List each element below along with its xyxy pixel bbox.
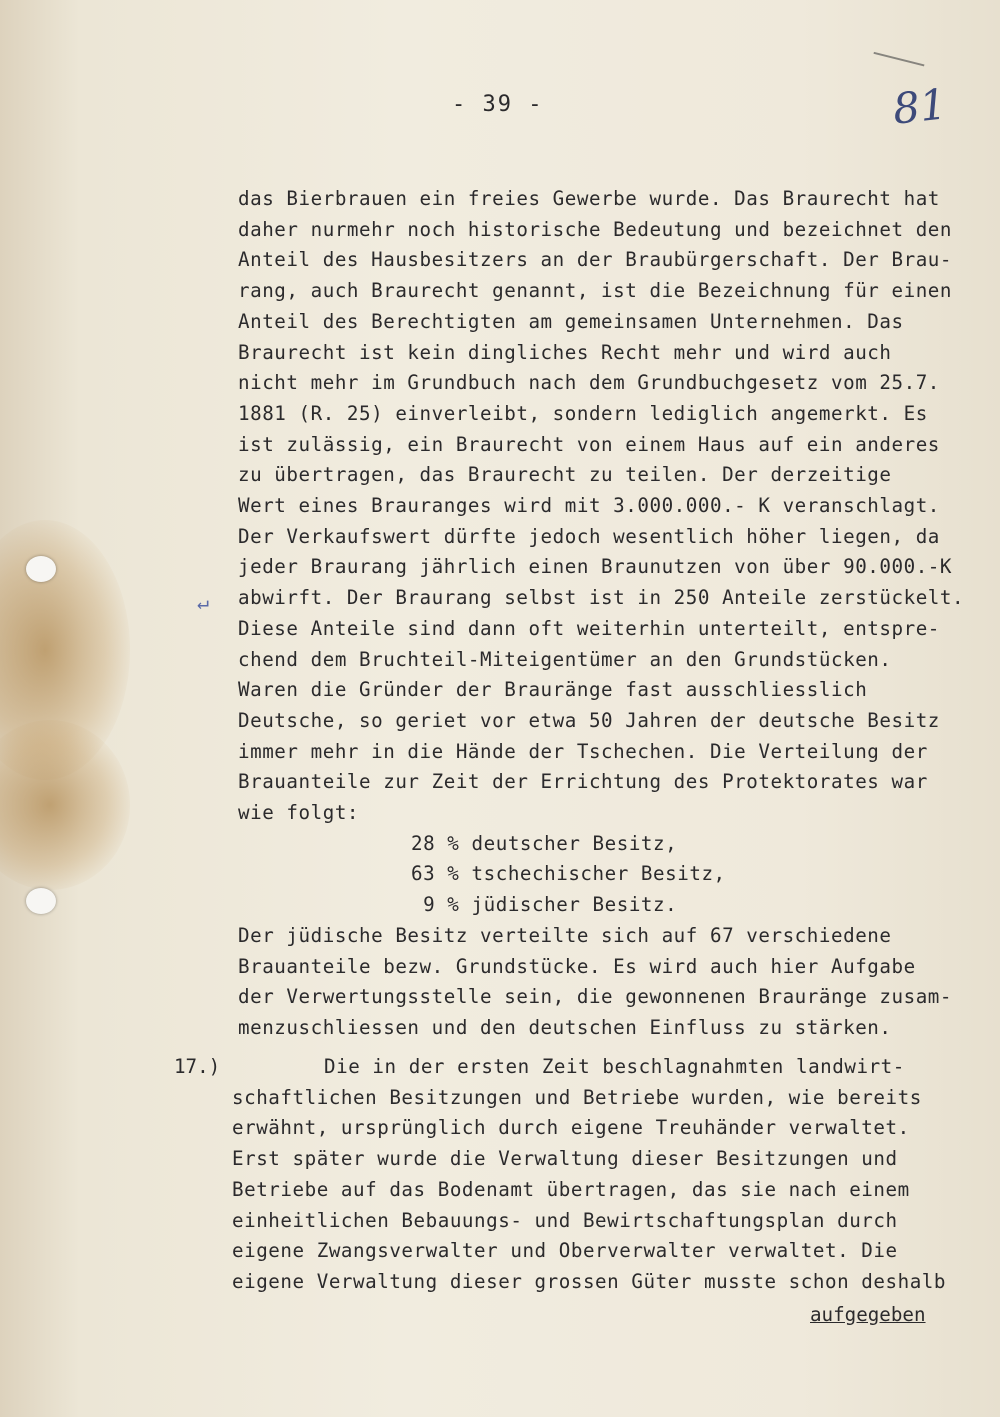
text-line: Betriebe auf das Bodenamt übertragen, das sie nach einem <box>232 1177 910 1201</box>
text-line: Diese Anteile sind dann oft weiterhin unterteilt, entspre- <box>238 616 940 640</box>
text-line: Anteil des Hausbesitzers an der Braubürgerschaft. Der Brau- <box>238 248 953 272</box>
text-line: Der Verkaufswert dürfte jedoch wesentlich höher liegen, da <box>238 524 940 548</box>
text-line: abwirft. Der Braurang selbst ist in 250 Anteile zerstückelt. <box>238 586 965 610</box>
text-line: eigene Verwaltung dieser grossen Güter musste schon deshalb <box>232 1269 947 1293</box>
punch-hole <box>26 888 56 914</box>
distribution-line-jewish: 9 % jüdischer Besitz. <box>411 893 678 917</box>
text-line: Deutsche, so geriet vor etwa 50 Jahren der deutsche Besitz <box>238 708 940 732</box>
distribution-line-german: 28 % deutscher Besitz, <box>411 831 678 855</box>
catchword: aufgegeben <box>810 1303 926 1326</box>
text-line: rang, auch Braurecht genannt, ist die Bezeichnung für einen <box>238 279 953 303</box>
text-line: das Bierbrauen ein freies Gewerbe wurde. Das Braurecht hat <box>238 187 940 210</box>
text-line: der Verwertungsstelle sein, die gewonnenen Brauränge zusam- <box>238 985 953 1009</box>
text-line: schaftlichen Besitzungen und Betriebe wurden, wie bereits <box>232 1085 922 1109</box>
text-line: daher nurmehr noch historische Bedeutung und bezeichnet den <box>238 217 953 241</box>
text-line: jeder Braurang jährlich einen Braunutzen von über 90.000.-K <box>238 555 953 579</box>
text-line: erwähnt, ursprünglich durch eigene Treuhänder verwaltet. <box>232 1116 910 1140</box>
pencil-margin-mark: ↵ <box>197 590 210 614</box>
text-line: Anteil des Berechtigten am gemeinsamen Unternehmen. Das <box>238 309 904 333</box>
text-line: Braurecht ist kein dingliches Recht mehr und wird auch <box>238 340 892 364</box>
text-line: einheitlichen Bebauungs- und Bewirtschaftungsplan durch <box>232 1208 898 1232</box>
text-line: Erst später wurde die Verwaltung dieser Besitzungen und <box>232 1147 898 1171</box>
text-line: Wert eines Brauranges wird mit 3.000.000.- K veranschlagt. <box>238 494 940 518</box>
text-line: chend dem Bruchteil-Miteigentümer an den Grundstücken. <box>238 647 892 671</box>
text-line: immer mehr in die Hände der Tschechen. Die Verteilung der <box>238 739 928 763</box>
text-line: zu übertragen, das Braurecht zu teilen. Der derzeitige <box>238 463 892 487</box>
text-line: ist zulässig, ein Braurecht von einem Haus auf ein anderes <box>238 432 940 456</box>
body-paragraph <box>238 184 983 1044</box>
text-line: menzuschliessen und den deutschen Einfluss zu stärken. <box>238 1015 892 1039</box>
text-line: Brauanteile zur Zeit der Errichtung des Protektorates war <box>238 770 928 794</box>
section-17-paragraph <box>232 1052 982 1298</box>
text-line: nicht mehr im Grundbuch nach dem Grundbuchgesetz vom 25.7. <box>238 371 940 395</box>
corner-scribble <box>872 52 925 74</box>
distribution-line-czech: 63 % tschechischer Besitz, <box>411 862 726 886</box>
handwritten-folio-number: 81 <box>890 79 949 134</box>
text-line: Brauanteile bezw. Grundstücke. Es wird auch hier Aufgabe <box>238 954 916 978</box>
rust-stain <box>0 720 130 890</box>
section-number: 17.) <box>174 1055 221 1078</box>
page-number: - 39 - <box>452 92 544 117</box>
text-line: 1881 (R. 25) einverleibt, sondern lediglich angemerkt. Es <box>238 401 928 425</box>
text-line: wie folgt: <box>238 801 360 825</box>
text-line: Waren die Gründer der Brauränge fast ausschliesslich <box>238 678 868 702</box>
punch-hole <box>26 556 56 582</box>
text-line: Die in der ersten Zeit beschlagnahmten landwirt- <box>324 1055 905 1078</box>
text-line: eigene Zwangsverwalter und Oberverwalter verwaltet. Die <box>232 1239 898 1263</box>
text-line: Der jüdische Besitz verteilte sich auf 67 verschiedene <box>238 923 892 947</box>
